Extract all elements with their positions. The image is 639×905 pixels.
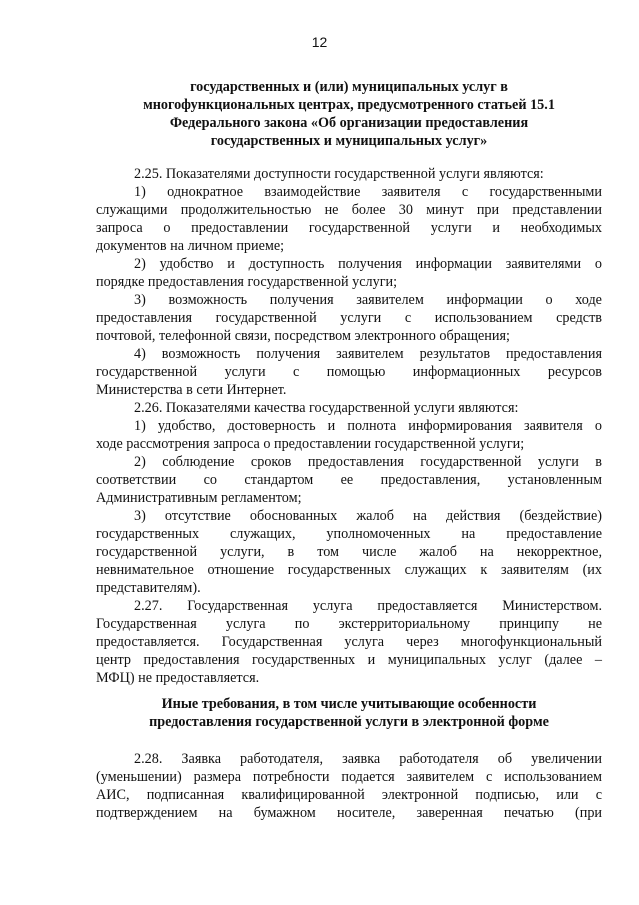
text-line: 1) удобство, достоверность и полнота информирования заявителя о (134, 418, 602, 434)
text-line: запроса о предоставлении государственной услуги и необходимых (96, 220, 602, 236)
heading-line: многофункциональных центрах, предусмотренного статьей 15.1 (143, 97, 555, 113)
text-line: представителям). (96, 580, 201, 596)
text-line: Министерства в сети Интернет. (96, 382, 287, 398)
heading-line: государственных и (или) муниципальных услуг в (190, 79, 508, 95)
text-line: порядке предоставления государственной услуги; (96, 274, 398, 290)
text-line: 2.25. Показателями доступности государственной услуги являются: (134, 166, 544, 182)
text-line: 2.28. Заявка работодателя, заявка работодателя об увеличении (134, 751, 602, 767)
text-line: 4) возможность получения заявителем результатов предоставления (134, 346, 602, 362)
heading-line: Иные требования, в том числе учитывающие особенности (161, 696, 537, 712)
text-line: 2) соблюдение сроков предоставления государственной услуги в (134, 454, 602, 470)
text-line: предоставления государственной услуги с использованием средств (96, 310, 602, 326)
text-line: МФЦ) не предоставляется. (96, 670, 260, 686)
section-heading-electronic-form (96, 695, 602, 731)
text-line: соответствии со стандартом ее предоставления, установленным (96, 472, 602, 488)
text-line: 1) однократное взаимодействие заявителя с государственными (134, 184, 602, 200)
text-line: государственной услуги с помощью информационных ресурсов (96, 364, 602, 380)
text-line: подтверждением на бумажном носителе, заверенная печатью (при (96, 805, 602, 821)
text-line: государственных служащих, уполномоченных на предоставление (96, 526, 602, 542)
text-line: невнимательное отношение государственных служащих к заявителям (их (96, 562, 602, 578)
text-line: (уменьшении) размера потребности подается заявителем с использованием (96, 769, 602, 785)
text-line: государственной услуги, в том числе жалоб на некорректное, (96, 544, 602, 560)
text-line: ходе рассмотрения запроса о предоставлении государственной услуги; (96, 436, 525, 452)
section-heading-mfc (96, 78, 602, 150)
text-line: центр предоставления государственных и муниципальных услуг (далее – (96, 652, 602, 668)
text-line: 2.27. Государственная услуга предоставляется Министерством. (134, 598, 602, 614)
text-line: 3) возможность получения заявителем информации о ходе (134, 292, 602, 308)
paragraphs-2-25-to-2-27 (96, 165, 602, 687)
text-line: 2) удобство и доступность получения информации заявителями о (134, 256, 602, 272)
paragraph-2-28 (96, 750, 602, 822)
text-line: документов на личном приеме; (96, 238, 285, 254)
text-line: предоставляется. Государственная услуга через многофункциональный (96, 634, 602, 650)
heading-line: государственных и муниципальных услуг» (210, 133, 488, 149)
text-line: 2.26. Показателями качества государственной услуги являются: (134, 400, 519, 416)
page-number: 12 (311, 34, 328, 50)
text-line: служащими продолжительностью не более 30 минут при представлении (96, 202, 602, 218)
text-line: Государственная услуга по экстерриториальному принципу не (96, 616, 602, 632)
text-line: 3) отсутствие обоснованных жалоб на действия (бездействие) (134, 508, 602, 524)
text-line: Административным регламентом; (96, 490, 302, 506)
text-line: АИС, подписанная квалифицированной электронной подписью, или с (96, 787, 602, 803)
heading-line: Федерального закона «Об организации предоставления (169, 115, 529, 131)
text-line: почтовой, телефонной связи, посредством электронного обращения; (96, 328, 510, 344)
heading-line: предоставления государственной услуги в электронной форме (149, 714, 549, 730)
